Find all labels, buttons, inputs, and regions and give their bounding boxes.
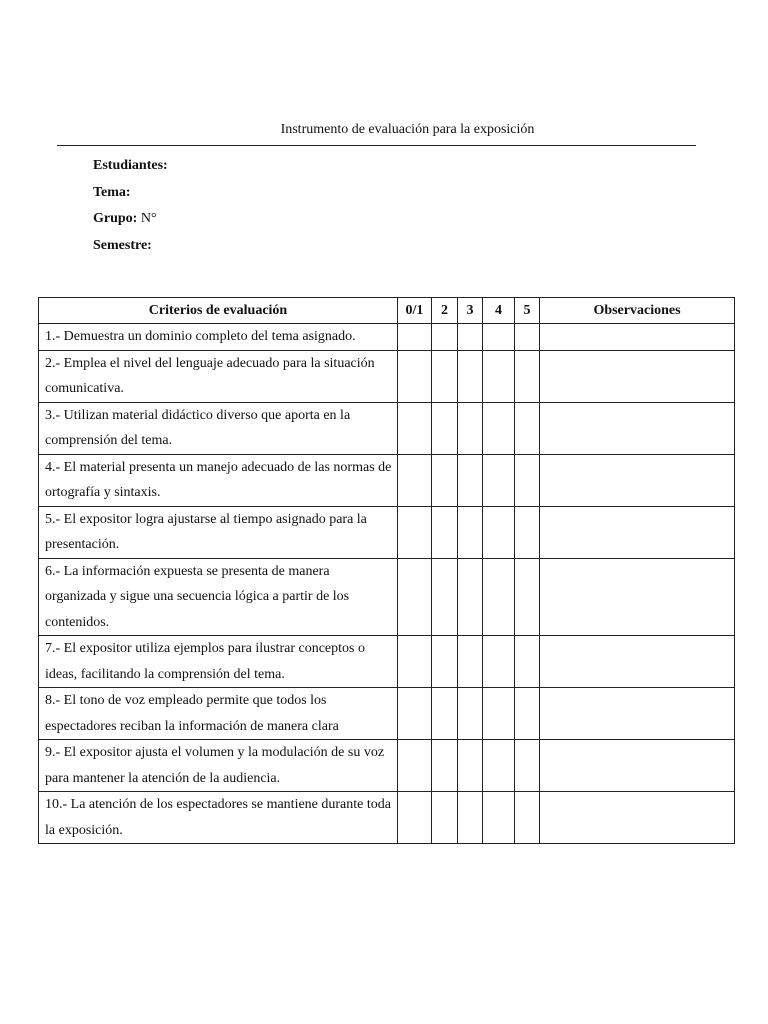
table-row <box>39 740 735 792</box>
info-tema <box>93 182 168 209</box>
header-score-0-1: 0/1 <box>398 298 432 324</box>
score-4-cell[interactable] <box>483 350 515 402</box>
score-0-1-cell[interactable] <box>398 792 432 844</box>
score-4-cell[interactable] <box>483 740 515 792</box>
info-grupo <box>93 208 168 235</box>
score-4-cell[interactable] <box>483 402 515 454</box>
score-5-cell[interactable] <box>515 506 540 558</box>
score-5-cell[interactable] <box>515 402 540 454</box>
score-4-cell[interactable] <box>483 636 515 688</box>
score-5-cell[interactable] <box>515 454 540 506</box>
observaciones-cell[interactable] <box>540 324 735 351</box>
table-row <box>39 636 735 688</box>
score-4-cell[interactable] <box>483 506 515 558</box>
document-title: Instrumento de evaluación para la exposición <box>280 122 535 137</box>
title-divider <box>57 145 696 146</box>
score-3-cell[interactable] <box>458 402 483 454</box>
rubric-body <box>39 324 735 844</box>
score-3-cell[interactable] <box>458 506 483 558</box>
score-3-cell[interactable] <box>458 324 483 351</box>
observaciones-cell[interactable] <box>540 558 735 636</box>
info-estudiantes <box>93 155 168 182</box>
table-row <box>39 688 735 740</box>
table-row <box>39 324 735 351</box>
score-4-cell[interactable] <box>483 454 515 506</box>
info-semestre <box>93 235 168 262</box>
score-4-cell[interactable] <box>483 324 515 351</box>
score-5-cell[interactable] <box>515 350 540 402</box>
table-row <box>39 792 735 844</box>
score-5-cell[interactable] <box>515 740 540 792</box>
score-0-1-cell[interactable] <box>398 324 432 351</box>
score-3-cell[interactable] <box>458 350 483 402</box>
header-score-4: 4 <box>483 298 515 324</box>
grupo-value: N° <box>140 211 157 227</box>
score-2-cell[interactable] <box>432 402 458 454</box>
score-2-cell[interactable] <box>432 506 458 558</box>
score-2-cell[interactable] <box>432 792 458 844</box>
header-score-2: 2 <box>432 298 458 324</box>
criterion-text: 2.- Emplea el nivel del lenguaje adecuado para la situación comunicativa. <box>39 350 398 402</box>
score-3-cell[interactable] <box>458 558 483 636</box>
score-4-cell[interactable] <box>483 792 515 844</box>
score-0-1-cell[interactable] <box>398 454 432 506</box>
table-row <box>39 402 735 454</box>
score-3-cell[interactable] <box>458 792 483 844</box>
score-0-1-cell[interactable] <box>398 558 432 636</box>
criterion-text: 9.- El expositor ajusta el volumen y la modulación de su voz para mantener la atención de la audiencia. <box>39 740 398 792</box>
score-2-cell[interactable] <box>432 324 458 351</box>
header-observaciones: Observaciones <box>540 298 735 324</box>
observaciones-cell[interactable] <box>540 350 735 402</box>
header-score-3: 3 <box>458 298 483 324</box>
score-5-cell[interactable] <box>515 636 540 688</box>
score-0-1-cell[interactable] <box>398 506 432 558</box>
table-header-row <box>39 298 735 324</box>
score-2-cell[interactable] <box>432 740 458 792</box>
observaciones-cell[interactable] <box>540 506 735 558</box>
table-row <box>39 454 735 506</box>
score-2-cell[interactable] <box>432 636 458 688</box>
table-row <box>39 558 735 636</box>
criterion-text: 3.- Utilizan material didáctico diverso que aporta en la comprensión del tema. <box>39 402 398 454</box>
score-5-cell[interactable] <box>515 688 540 740</box>
observaciones-cell[interactable] <box>540 688 735 740</box>
score-5-cell[interactable] <box>515 324 540 351</box>
score-2-cell[interactable] <box>432 688 458 740</box>
observaciones-cell[interactable] <box>540 740 735 792</box>
criterion-text: 10.- La atención de los espectadores se mantiene durante toda la exposición. <box>39 792 398 844</box>
score-4-cell[interactable] <box>483 688 515 740</box>
score-0-1-cell[interactable] <box>398 636 432 688</box>
score-3-cell[interactable] <box>458 454 483 506</box>
score-5-cell[interactable] <box>515 792 540 844</box>
table-row <box>39 350 735 402</box>
grupo-label: Grupo: <box>93 211 138 227</box>
score-4-cell[interactable] <box>483 558 515 636</box>
score-3-cell[interactable] <box>458 688 483 740</box>
score-3-cell[interactable] <box>458 636 483 688</box>
score-5-cell[interactable] <box>515 558 540 636</box>
criterion-text: 7.- El expositor utiliza ejemplos para ilustrar conceptos o ideas, facilitando la comprensión del tema. <box>39 636 398 688</box>
score-2-cell[interactable] <box>432 454 458 506</box>
score-0-1-cell[interactable] <box>398 402 432 454</box>
criterion-text: 8.- El tono de voz empleado permite que todos los espectadores reciban la información de manera clara <box>39 688 398 740</box>
header-score-5: 5 <box>515 298 540 324</box>
score-3-cell[interactable] <box>458 740 483 792</box>
criterion-text: 4.- El material presenta un manejo adecuado de las normas de ortografía y sintaxis. <box>39 454 398 506</box>
score-2-cell[interactable] <box>432 350 458 402</box>
evaluation-rubric-table <box>38 297 735 844</box>
observaciones-cell[interactable] <box>540 636 735 688</box>
semestre-label: Semestre: <box>93 237 152 253</box>
criterion-text: 1.- Demuestra un dominio completo del tema asignado. <box>39 324 398 351</box>
student-info-block <box>93 155 168 261</box>
observaciones-cell[interactable] <box>540 454 735 506</box>
score-0-1-cell[interactable] <box>398 688 432 740</box>
score-0-1-cell[interactable] <box>398 740 432 792</box>
score-2-cell[interactable] <box>432 558 458 636</box>
observaciones-cell[interactable] <box>540 402 735 454</box>
score-0-1-cell[interactable] <box>398 350 432 402</box>
criterion-text: 5.- El expositor logra ajustarse al tiempo asignado para la presentación. <box>39 506 398 558</box>
estudiantes-label: Estudiantes: <box>93 158 168 173</box>
observaciones-cell[interactable] <box>540 792 735 844</box>
header-criterios: Criterios de evaluación <box>39 298 398 324</box>
table-row <box>39 506 735 558</box>
tema-label: Tema: <box>93 184 131 200</box>
criterion-text: 6.- La información expuesta se presenta de manera organizada y sigue una secuencia lógica a partir de los contenidos. <box>39 558 398 636</box>
